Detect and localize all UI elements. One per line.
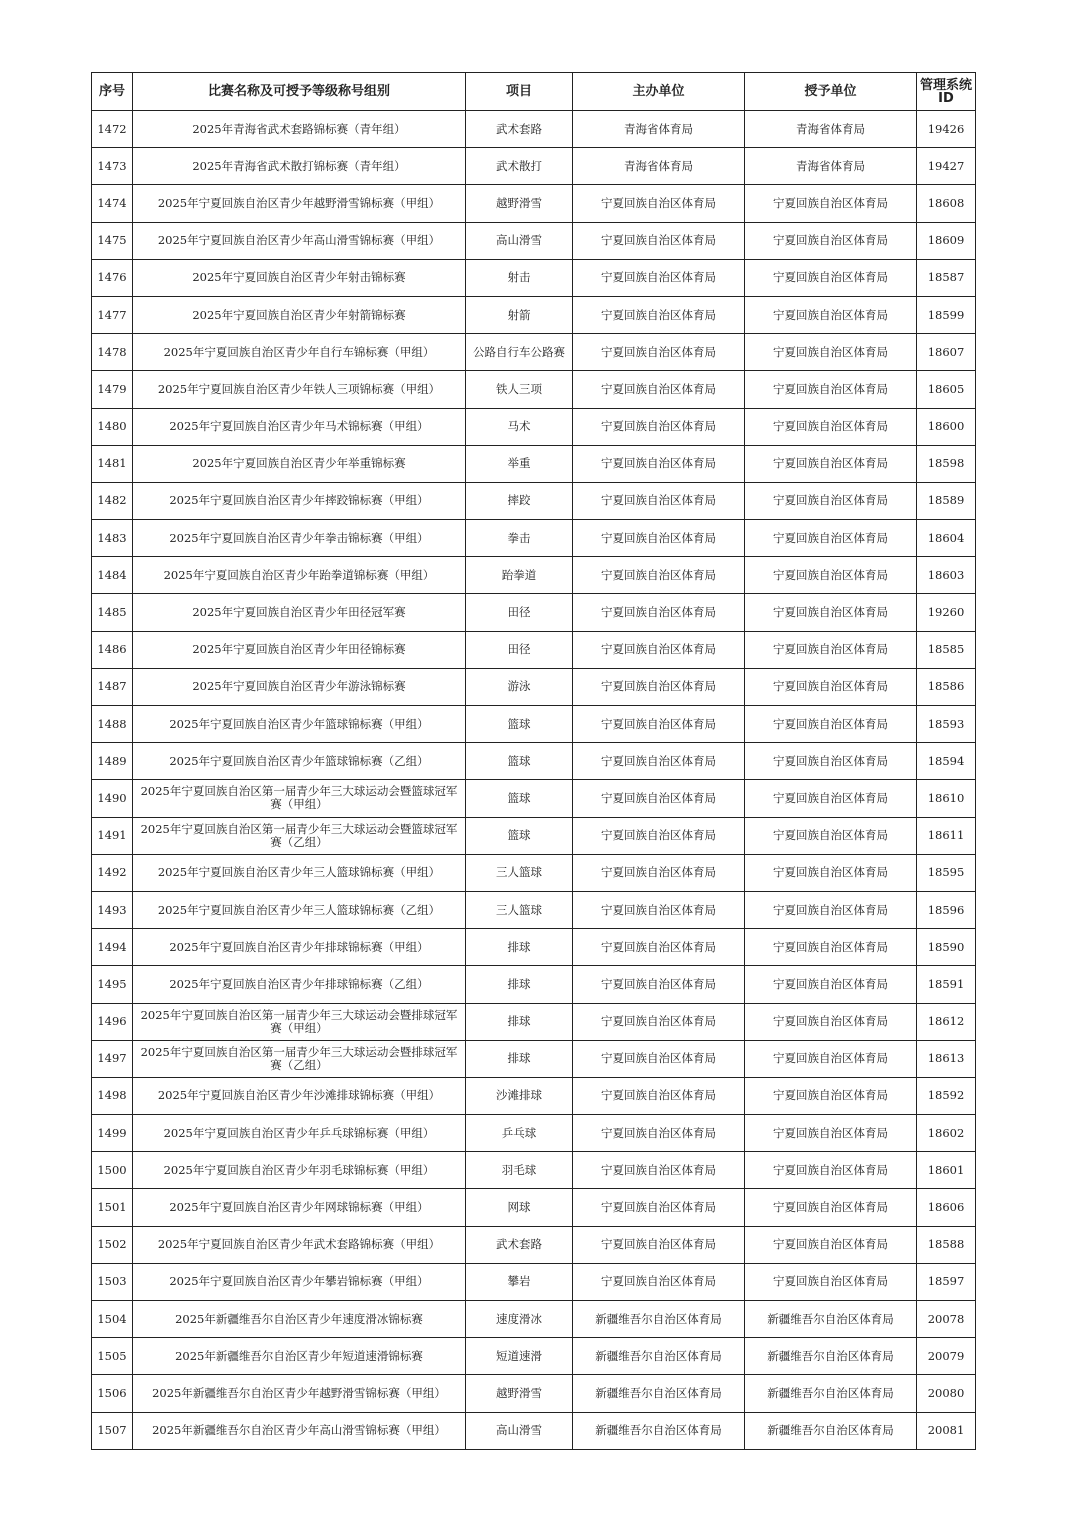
system-id-cell: 18585 [917, 631, 976, 668]
serial-number-cell: 1485 [92, 594, 133, 631]
serial-number-cell: 1493 [92, 891, 133, 928]
organizer-cell: 宁夏回族自治区体育局 [573, 408, 745, 445]
organizer-cell: 宁夏回族自治区体育局 [573, 445, 745, 482]
organizer-cell: 宁夏回族自治区体育局 [573, 743, 745, 780]
competition-name-cell: 2025年宁夏回族自治区青少年举重锦标赛 [133, 445, 466, 482]
event-cell: 攀岩 [466, 1263, 573, 1300]
organizer-cell: 新疆维吾尔自治区体育局 [573, 1412, 745, 1449]
event-cell: 射击 [466, 259, 573, 296]
event-cell: 田径 [466, 631, 573, 668]
system-id-cell: 18602 [917, 1115, 976, 1152]
system-id-cell: 18597 [917, 1263, 976, 1300]
event-cell: 三人篮球 [466, 891, 573, 928]
system-id-cell: 18605 [917, 371, 976, 408]
event-cell: 短道速滑 [466, 1338, 573, 1375]
organizer-cell: 新疆维吾尔自治区体育局 [573, 1375, 745, 1412]
system-id-cell: 18588 [917, 1226, 976, 1263]
event-cell: 越野滑雪 [466, 185, 573, 222]
table-row [92, 1152, 976, 1189]
system-id-cell: 18595 [917, 854, 976, 891]
organizer-cell: 宁夏回族自治区体育局 [573, 929, 745, 966]
organizer-cell: 宁夏回族自治区体育局 [573, 891, 745, 928]
organizer-cell: 宁夏回族自治区体育局 [573, 1152, 745, 1189]
competition-name-cell: 2025年宁夏回族自治区第一届青少年三大球运动会暨篮球冠军赛（甲组） [133, 780, 466, 817]
awarding-unit-cell: 宁夏回族自治区体育局 [745, 296, 917, 333]
awarding-unit-cell: 新疆维吾尔自治区体育局 [745, 1338, 917, 1375]
event-cell: 举重 [466, 445, 573, 482]
awarding-unit-cell: 宁夏回族自治区体育局 [745, 1226, 917, 1263]
system-id-cell: 18589 [917, 482, 976, 519]
event-cell: 武术套路 [466, 1226, 573, 1263]
competition-name-cell: 2025年宁夏回族自治区青少年游泳锦标赛 [133, 668, 466, 705]
awarding-unit-cell: 宁夏回族自治区体育局 [745, 1115, 917, 1152]
competition-name-cell: 2025年宁夏回族自治区青少年网球锦标赛（甲组） [133, 1189, 466, 1226]
serial-number-cell: 1474 [92, 185, 133, 222]
table-row [92, 1003, 976, 1040]
competition-name-cell: 2025年宁夏回族自治区青少年攀岩锦标赛（甲组） [133, 1263, 466, 1300]
awarding-unit-cell: 宁夏回族自治区体育局 [745, 334, 917, 371]
serial-number-cell: 1507 [92, 1412, 133, 1449]
awarding-unit-cell: 宁夏回族自治区体育局 [745, 780, 917, 817]
serial-number-cell: 1488 [92, 706, 133, 743]
header-awarding-unit: 授予单位 [745, 73, 917, 111]
system-id-cell: 18609 [917, 222, 976, 259]
table-row [92, 743, 976, 780]
serial-number-cell: 1476 [92, 259, 133, 296]
awarding-unit-cell: 宁夏回族自治区体育局 [745, 1189, 917, 1226]
header-row [92, 73, 976, 111]
event-cell: 公路自行车公路赛 [466, 334, 573, 371]
event-cell: 跆拳道 [466, 557, 573, 594]
system-id-cell: 20078 [917, 1301, 976, 1338]
serial-number-cell: 1486 [92, 631, 133, 668]
awarding-unit-cell: 宁夏回族自治区体育局 [745, 929, 917, 966]
organizer-cell: 宁夏回族自治区体育局 [573, 780, 745, 817]
system-id-cell: 18601 [917, 1152, 976, 1189]
table-header [92, 73, 976, 111]
serial-number-cell: 1479 [92, 371, 133, 408]
serial-number-cell: 1473 [92, 148, 133, 185]
event-cell: 高山滑雪 [466, 222, 573, 259]
event-cell: 篮球 [466, 743, 573, 780]
table-row [92, 520, 976, 557]
event-cell: 铁人三项 [466, 371, 573, 408]
serial-number-cell: 1477 [92, 296, 133, 333]
header-organizer: 主办单位 [573, 73, 745, 111]
table-row [92, 1301, 976, 1338]
awarding-unit-cell: 宁夏回族自治区体育局 [745, 482, 917, 519]
organizer-cell: 宁夏回族自治区体育局 [573, 296, 745, 333]
organizer-cell: 宁夏回族自治区体育局 [573, 185, 745, 222]
competition-name-cell: 2025年宁夏回族自治区青少年排球锦标赛（甲组） [133, 929, 466, 966]
serial-number-cell: 1475 [92, 222, 133, 259]
serial-number-cell: 1503 [92, 1263, 133, 1300]
system-id-cell: 19260 [917, 594, 976, 631]
event-cell: 游泳 [466, 668, 573, 705]
competition-name-cell: 2025年宁夏回族自治区青少年羽毛球锦标赛（甲组） [133, 1152, 466, 1189]
table-row [92, 222, 976, 259]
organizer-cell: 宁夏回族自治区体育局 [573, 594, 745, 631]
competition-name-cell: 2025年宁夏回族自治区青少年高山滑雪锦标赛（甲组） [133, 222, 466, 259]
serial-number-cell: 1498 [92, 1077, 133, 1114]
table-row [92, 1077, 976, 1114]
system-id-cell: 20081 [917, 1412, 976, 1449]
system-id-cell: 18613 [917, 1040, 976, 1077]
event-cell: 武术套路 [466, 111, 573, 148]
organizer-cell: 宁夏回族自治区体育局 [573, 222, 745, 259]
table-row [92, 148, 976, 185]
competition-name-cell: 2025年宁夏回族自治区青少年马术锦标赛（甲组） [133, 408, 466, 445]
organizer-cell: 宁夏回族自治区体育局 [573, 706, 745, 743]
event-cell: 越野滑雪 [466, 1375, 573, 1412]
awarding-unit-cell: 宁夏回族自治区体育局 [745, 631, 917, 668]
serial-number-cell: 1490 [92, 780, 133, 817]
competition-name-cell: 2025年宁夏回族自治区青少年三人篮球锦标赛（甲组） [133, 854, 466, 891]
organizer-cell: 宁夏回族自治区体育局 [573, 1040, 745, 1077]
competition-name-cell: 2025年青海省武术套路锦标赛（青年组） [133, 111, 466, 148]
awarding-unit-cell: 宁夏回族自治区体育局 [745, 966, 917, 1003]
organizer-cell: 宁夏回族自治区体育局 [573, 966, 745, 1003]
competition-name-cell: 2025年宁夏回族自治区青少年跆拳道锦标赛（甲组） [133, 557, 466, 594]
system-id-cell: 18592 [917, 1077, 976, 1114]
table-row [92, 1040, 976, 1077]
organizer-cell: 宁夏回族自治区体育局 [573, 557, 745, 594]
system-id-cell: 18593 [917, 706, 976, 743]
awarding-unit-cell: 宁夏回族自治区体育局 [745, 185, 917, 222]
awarding-unit-cell: 宁夏回族自治区体育局 [745, 594, 917, 631]
system-id-cell: 18604 [917, 520, 976, 557]
serial-number-cell: 1484 [92, 557, 133, 594]
awarding-unit-cell: 宁夏回族自治区体育局 [745, 222, 917, 259]
awarding-unit-cell: 宁夏回族自治区体育局 [745, 668, 917, 705]
table-row [92, 631, 976, 668]
event-cell: 羽毛球 [466, 1152, 573, 1189]
event-cell: 高山滑雪 [466, 1412, 573, 1449]
system-id-cell: 19426 [917, 111, 976, 148]
competition-name-cell: 2025年宁夏回族自治区青少年射箭锦标赛 [133, 296, 466, 333]
event-cell: 排球 [466, 966, 573, 1003]
awarding-unit-cell: 宁夏回族自治区体育局 [745, 1263, 917, 1300]
awarding-unit-cell: 宁夏回族自治区体育局 [745, 371, 917, 408]
organizer-cell: 青海省体育局 [573, 111, 745, 148]
table-row [92, 966, 976, 1003]
organizer-cell: 新疆维吾尔自治区体育局 [573, 1301, 745, 1338]
system-id-cell: 18587 [917, 259, 976, 296]
awarding-unit-cell: 宁夏回族自治区体育局 [745, 706, 917, 743]
serial-number-cell: 1478 [92, 334, 133, 371]
table-row [92, 111, 976, 148]
awarding-unit-cell: 宁夏回族自治区体育局 [745, 520, 917, 557]
awarding-unit-cell: 宁夏回族自治区体育局 [745, 743, 917, 780]
header-event: 项目 [466, 73, 573, 111]
competition-name-cell: 2025年宁夏回族自治区青少年乒乓球锦标赛（甲组） [133, 1115, 466, 1152]
table-row [92, 296, 976, 333]
system-id-cell: 18590 [917, 929, 976, 966]
system-id-cell: 18603 [917, 557, 976, 594]
competition-name-cell: 2025年宁夏回族自治区第一届青少年三大球运动会暨排球冠军赛（甲组） [133, 1003, 466, 1040]
competition-name-cell: 2025年宁夏回族自治区青少年排球锦标赛（乙组） [133, 966, 466, 1003]
serial-number-cell: 1487 [92, 668, 133, 705]
table-row [92, 1338, 976, 1375]
system-id-cell: 20080 [917, 1375, 976, 1412]
event-cell: 摔跤 [466, 482, 573, 519]
serial-number-cell: 1480 [92, 408, 133, 445]
competition-name-cell: 2025年宁夏回族自治区青少年越野滑雪锦标赛（甲组） [133, 185, 466, 222]
competition-name-cell: 2025年宁夏回族自治区第一届青少年三大球运动会暨篮球冠军赛（乙组） [133, 817, 466, 854]
event-cell: 速度滑冰 [466, 1301, 573, 1338]
awarding-unit-cell: 新疆维吾尔自治区体育局 [745, 1412, 917, 1449]
system-id-cell: 18611 [917, 817, 976, 854]
system-id-cell: 18606 [917, 1189, 976, 1226]
serial-number-cell: 1494 [92, 929, 133, 966]
event-cell: 篮球 [466, 817, 573, 854]
awarding-unit-cell: 宁夏回族自治区体育局 [745, 445, 917, 482]
table-row [92, 1375, 976, 1412]
competition-name-cell: 2025年宁夏回族自治区青少年武术套路锦标赛（甲组） [133, 1226, 466, 1263]
awarding-unit-cell: 宁夏回族自治区体育局 [745, 817, 917, 854]
serial-number-cell: 1500 [92, 1152, 133, 1189]
competition-name-cell: 2025年新疆维吾尔自治区青少年短道速滑锦标赛 [133, 1338, 466, 1375]
serial-number-cell: 1501 [92, 1189, 133, 1226]
table-row [92, 1263, 976, 1300]
organizer-cell: 宁夏回族自治区体育局 [573, 482, 745, 519]
table-row [92, 1115, 976, 1152]
event-cell: 排球 [466, 1003, 573, 1040]
system-id-cell: 20079 [917, 1338, 976, 1375]
competition-name-cell: 2025年新疆维吾尔自治区青少年速度滑冰锦标赛 [133, 1301, 466, 1338]
event-cell: 拳击 [466, 520, 573, 557]
organizer-cell: 青海省体育局 [573, 148, 745, 185]
awarding-unit-cell: 宁夏回族自治区体育局 [745, 891, 917, 928]
event-cell: 沙滩排球 [466, 1077, 573, 1114]
serial-number-cell: 1499 [92, 1115, 133, 1152]
competition-name-cell: 2025年宁夏回族自治区青少年篮球锦标赛（乙组） [133, 743, 466, 780]
event-cell: 田径 [466, 594, 573, 631]
event-cell: 三人篮球 [466, 854, 573, 891]
serial-number-cell: 1492 [92, 854, 133, 891]
table-row [92, 482, 976, 519]
competition-name-cell: 2025年宁夏回族自治区青少年三人篮球锦标赛（乙组） [133, 891, 466, 928]
system-id-cell: 18600 [917, 408, 976, 445]
serial-number-cell: 1502 [92, 1226, 133, 1263]
system-id-cell: 18610 [917, 780, 976, 817]
system-id-cell: 18586 [917, 668, 976, 705]
system-id-cell: 19427 [917, 148, 976, 185]
table-row [92, 854, 976, 891]
serial-number-cell: 1472 [92, 111, 133, 148]
system-id-cell: 18612 [917, 1003, 976, 1040]
awarding-unit-cell: 青海省体育局 [745, 148, 917, 185]
serial-number-cell: 1491 [92, 817, 133, 854]
organizer-cell: 宁夏回族自治区体育局 [573, 1189, 745, 1226]
table-row [92, 668, 976, 705]
header-system-id: 管理系统ID [917, 73, 976, 111]
serial-number-cell: 1504 [92, 1301, 133, 1338]
competition-name-cell: 2025年宁夏回族自治区青少年沙滩排球锦标赛（甲组） [133, 1077, 466, 1114]
event-cell: 马术 [466, 408, 573, 445]
competition-name-cell: 2025年宁夏回族自治区青少年自行车锦标赛（甲组） [133, 334, 466, 371]
table-row [92, 929, 976, 966]
organizer-cell: 宁夏回族自治区体育局 [573, 259, 745, 296]
serial-number-cell: 1496 [92, 1003, 133, 1040]
competition-name-cell: 2025年宁夏回族自治区青少年田径锦标赛 [133, 631, 466, 668]
serial-number-cell: 1489 [92, 743, 133, 780]
system-id-cell: 18599 [917, 296, 976, 333]
event-cell: 排球 [466, 929, 573, 966]
system-id-cell: 18594 [917, 743, 976, 780]
event-cell: 篮球 [466, 706, 573, 743]
table-row [92, 185, 976, 222]
event-cell: 射箭 [466, 296, 573, 333]
table-row [92, 891, 976, 928]
organizer-cell: 宁夏回族自治区体育局 [573, 1077, 745, 1114]
organizer-cell: 宁夏回族自治区体育局 [573, 631, 745, 668]
awarding-unit-cell: 宁夏回族自治区体育局 [745, 1003, 917, 1040]
organizer-cell: 宁夏回族自治区体育局 [573, 1263, 745, 1300]
competition-table-container [91, 72, 975, 1450]
table-row [92, 371, 976, 408]
organizer-cell: 宁夏回族自治区体育局 [573, 1115, 745, 1152]
competition-name-cell: 2025年宁夏回族自治区青少年田径冠军赛 [133, 594, 466, 631]
awarding-unit-cell: 宁夏回族自治区体育局 [745, 1040, 917, 1077]
competition-name-cell: 2025年宁夏回族自治区青少年射击锦标赛 [133, 259, 466, 296]
system-id-cell: 18591 [917, 966, 976, 1003]
awarding-unit-cell: 新疆维吾尔自治区体育局 [745, 1301, 917, 1338]
table-row [92, 1226, 976, 1263]
table-row [92, 557, 976, 594]
serial-number-cell: 1495 [92, 966, 133, 1003]
awarding-unit-cell: 宁夏回族自治区体育局 [745, 557, 917, 594]
competition-name-cell: 2025年宁夏回族自治区青少年摔跤锦标赛（甲组） [133, 482, 466, 519]
serial-number-cell: 1481 [92, 445, 133, 482]
organizer-cell: 宁夏回族自治区体育局 [573, 520, 745, 557]
awarding-unit-cell: 宁夏回族自治区体育局 [745, 854, 917, 891]
table-row [92, 1189, 976, 1226]
awarding-unit-cell: 宁夏回族自治区体育局 [745, 408, 917, 445]
serial-number-cell: 1483 [92, 520, 133, 557]
awarding-unit-cell: 宁夏回族自治区体育局 [745, 1152, 917, 1189]
organizer-cell: 宁夏回族自治区体育局 [573, 854, 745, 891]
awarding-unit-cell: 宁夏回族自治区体育局 [745, 1077, 917, 1114]
table-row [92, 408, 976, 445]
table-row [92, 334, 976, 371]
system-id-cell: 18607 [917, 334, 976, 371]
competition-name-cell: 2025年宁夏回族自治区青少年铁人三项锦标赛（甲组） [133, 371, 466, 408]
system-id-cell: 18598 [917, 445, 976, 482]
serial-number-cell: 1497 [92, 1040, 133, 1077]
table-row [92, 780, 976, 817]
awarding-unit-cell: 新疆维吾尔自治区体育局 [745, 1375, 917, 1412]
table-body [92, 111, 976, 1450]
competition-name-cell: 2025年新疆维吾尔自治区青少年越野滑雪锦标赛（甲组） [133, 1375, 466, 1412]
serial-number-cell: 1506 [92, 1375, 133, 1412]
table-row [92, 259, 976, 296]
competition-name-cell: 2025年宁夏回族自治区青少年篮球锦标赛（甲组） [133, 706, 466, 743]
system-id-cell: 18596 [917, 891, 976, 928]
event-cell: 篮球 [466, 780, 573, 817]
system-id-cell: 18608 [917, 185, 976, 222]
table-row [92, 445, 976, 482]
serial-number-cell: 1482 [92, 482, 133, 519]
event-cell: 武术散打 [466, 148, 573, 185]
event-cell: 乒乓球 [466, 1115, 573, 1152]
competition-name-cell: 2025年新疆维吾尔自治区青少年高山滑雪锦标赛（甲组） [133, 1412, 466, 1449]
awarding-unit-cell: 宁夏回族自治区体育局 [745, 259, 917, 296]
organizer-cell: 宁夏回族自治区体育局 [573, 371, 745, 408]
header-serial-number: 序号 [92, 73, 133, 111]
table-row [92, 817, 976, 854]
header-competition-name: 比赛名称及可授予等级称号组别 [133, 73, 466, 111]
table-row [92, 706, 976, 743]
serial-number-cell: 1505 [92, 1338, 133, 1375]
table-row [92, 1412, 976, 1449]
organizer-cell: 宁夏回族自治区体育局 [573, 668, 745, 705]
organizer-cell: 新疆维吾尔自治区体育局 [573, 1338, 745, 1375]
competition-name-cell: 2025年青海省武术散打锦标赛（青年组） [133, 148, 466, 185]
organizer-cell: 宁夏回族自治区体育局 [573, 1003, 745, 1040]
event-cell: 网球 [466, 1189, 573, 1226]
table-row [92, 594, 976, 631]
awarding-unit-cell: 青海省体育局 [745, 111, 917, 148]
event-cell: 排球 [466, 1040, 573, 1077]
organizer-cell: 宁夏回族自治区体育局 [573, 334, 745, 371]
competition-name-cell: 2025年宁夏回族自治区青少年拳击锦标赛（甲组） [133, 520, 466, 557]
organizer-cell: 宁夏回族自治区体育局 [573, 817, 745, 854]
organizer-cell: 宁夏回族自治区体育局 [573, 1226, 745, 1263]
competition-name-cell: 2025年宁夏回族自治区第一届青少年三大球运动会暨排球冠军赛（乙组） [133, 1040, 466, 1077]
competition-table [91, 72, 976, 1450]
